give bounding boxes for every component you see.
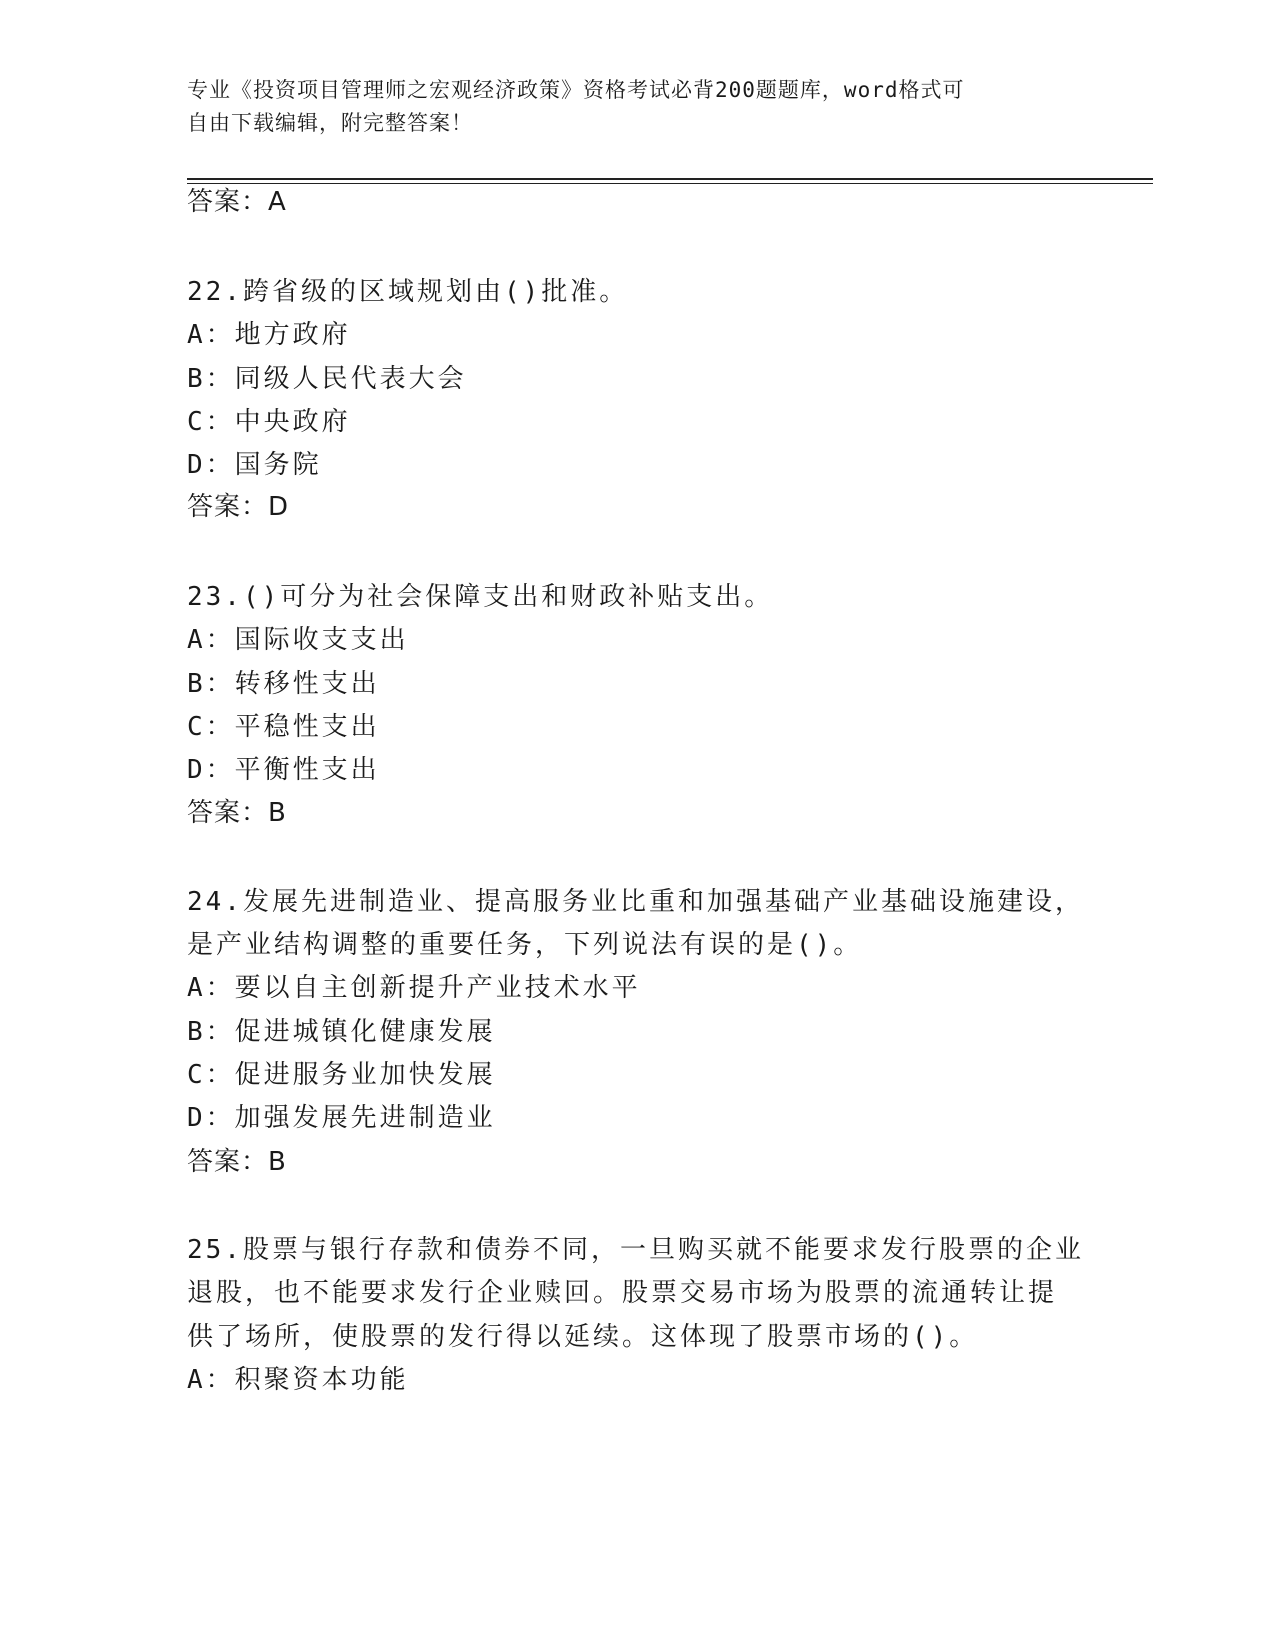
option-a: A：积聚资本功能 bbox=[187, 1365, 409, 1395]
question-stem-continued: 退股，也不能要求发行企业赎回。股票交易市场为股票的流通转让提 bbox=[187, 1278, 1058, 1308]
question-stem: 22.跨省级的区域规划由()批准。 bbox=[187, 277, 629, 307]
option-a: A：国际收支支出 bbox=[187, 625, 409, 655]
question-stem: 25.股票与银行存款和债券不同，一旦购买就不能要求发行股票的企业 bbox=[187, 1235, 1084, 1265]
option-c: C：促进服务业加快发展 bbox=[187, 1060, 496, 1090]
document-header bbox=[187, 74, 1087, 140]
option-b: B：同级人民代表大会 bbox=[187, 364, 467, 394]
answer-line: 答案：B bbox=[187, 1147, 287, 1177]
option-a: A：地方政府 bbox=[187, 320, 351, 350]
question-stem: 24.发展先进制造业、提高服务业比重和加强基础产业基础设施建设， bbox=[187, 887, 1084, 917]
option-b: B：转移性支出 bbox=[187, 669, 380, 699]
question-stem-continued: 是产业结构调整的重要任务，下列说法有误的是()。 bbox=[187, 930, 863, 960]
header-line-1: 专业《投资项目管理师之宏观经济政策》资格考试必背200题题库，word格式可 bbox=[187, 78, 965, 102]
option-b: B：促进城镇化健康发展 bbox=[187, 1017, 496, 1047]
question-stem: 23.()可分为社会保障支出和财政补贴支出。 bbox=[187, 582, 774, 612]
option-d: D：平衡性支出 bbox=[187, 755, 380, 785]
option-d: D：国务院 bbox=[187, 450, 322, 480]
header-divider-thin bbox=[187, 183, 1153, 184]
option-c: C：平稳性支出 bbox=[187, 712, 380, 742]
option-c: C：中央政府 bbox=[187, 407, 351, 437]
answer-line: 答案：B bbox=[187, 798, 287, 828]
answer-line: 答案：D bbox=[187, 492, 290, 522]
header-line-2: 自由下载编辑，附完整答案！ bbox=[187, 111, 473, 135]
option-a: A：要以自主创新提升产业技术水平 bbox=[187, 973, 641, 1003]
header-divider-thick bbox=[187, 178, 1153, 180]
question-stem-continued: 供了场所，使股票的发行得以延续。这体现了股票市场的()。 bbox=[187, 1322, 979, 1352]
answer-line: 答案：A bbox=[187, 187, 287, 217]
option-d: D：加强发展先进制造业 bbox=[187, 1103, 496, 1133]
